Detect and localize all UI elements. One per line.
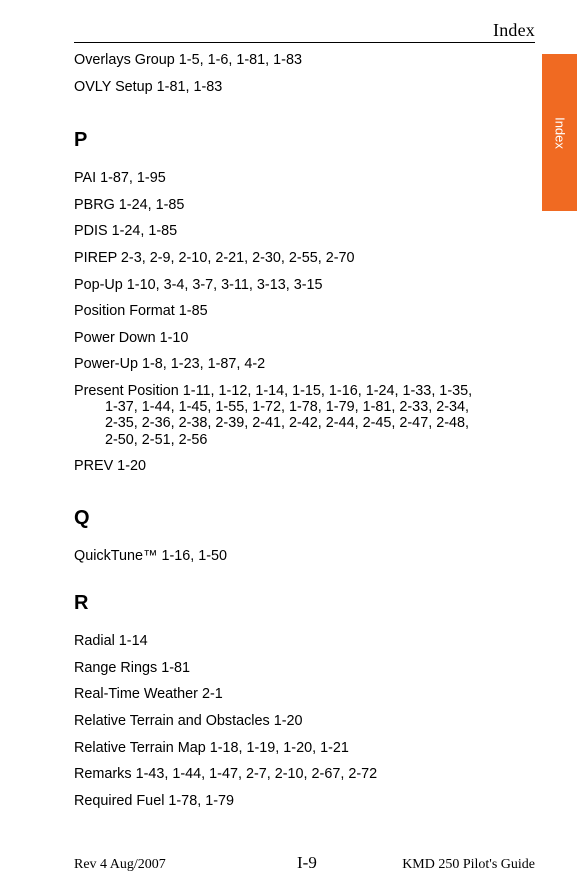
entry-continuation-line: 2-35, 2-36, 2-38, 2-39, 2-41, 2-42, 2-44, 2-45, 2-47, 2-48, [105, 415, 469, 432]
index-entry: Remarks 1-43, 1-44, 1-47, 2-7, 2-10, 2-67, 2-72 [74, 766, 378, 782]
footer-guide-title: KMD 250 Pilot's Guide [402, 857, 535, 872]
header-rule [74, 42, 535, 43]
section-letter-p: P [74, 129, 88, 151]
footer-revision: Rev 4 Aug/2007 [74, 857, 166, 872]
index-entry: PBRG 1-24, 1-85 [74, 197, 185, 213]
index-entry: Relative Terrain Map 1-18, 1-19, 1-20, 1-21 [74, 740, 349, 756]
index-entry: PIREP 2-3, 2-9, 2-10, 2-21, 2-30, 2-55, 2-70 [74, 250, 355, 266]
index-entry: Real-Time Weather 2-1 [74, 686, 223, 702]
index-entry: Pop-Up 1-10, 3-4, 3-7, 3-11, 3-13, 3-15 [74, 277, 323, 293]
entry-continuation-line: 1-37, 1-44, 1-45, 1-55, 1-72, 1-78, 1-79, 1-81, 2-33, 2-34, [105, 399, 469, 416]
entry-continuation-line: 2-50, 2-51, 2-56 [105, 431, 208, 448]
index-entry: Position Format 1-85 [74, 303, 208, 319]
index-entry: QuickTune™ 1-16, 1-50 [74, 548, 228, 564]
index-entry: OVLY Setup 1-81, 1-83 [74, 79, 223, 95]
section-letter-r: R [74, 592, 89, 614]
index-entry: Overlays Group 1-5, 1-6, 1-81, 1-83 [74, 52, 302, 68]
index-entry: PAI 1-87, 1-95 [74, 170, 166, 186]
index-entry: PDIS 1-24, 1-85 [74, 223, 178, 239]
index-entry: Power-Up 1-8, 1-23, 1-87, 4-2 [74, 356, 266, 372]
page-header-title: Index [493, 20, 535, 40]
index-entry: Power Down 1-10 [74, 330, 189, 346]
section-letter-q: Q [74, 507, 90, 529]
index-entry: Required Fuel 1-78, 1-79 [74, 793, 234, 809]
index-entry: Relative Terrain and Obstacles 1-20 [74, 713, 303, 729]
index-entry: Radial 1-14 [74, 633, 148, 649]
entry-line: Present Position 1-11, 1-12, 1-14, 1-15, 1-16, 1-24, 1-33, 1-35, [74, 383, 473, 399]
footer-page-number: I-9 [297, 853, 317, 872]
index-side-tab-label: Index [552, 116, 567, 149]
index-entry-present-position [74, 383, 472, 448]
index-side-tab[interactable] [542, 54, 577, 211]
index-entry: Range Rings 1-81 [74, 660, 190, 676]
index-entry: PREV 1-20 [74, 458, 146, 474]
